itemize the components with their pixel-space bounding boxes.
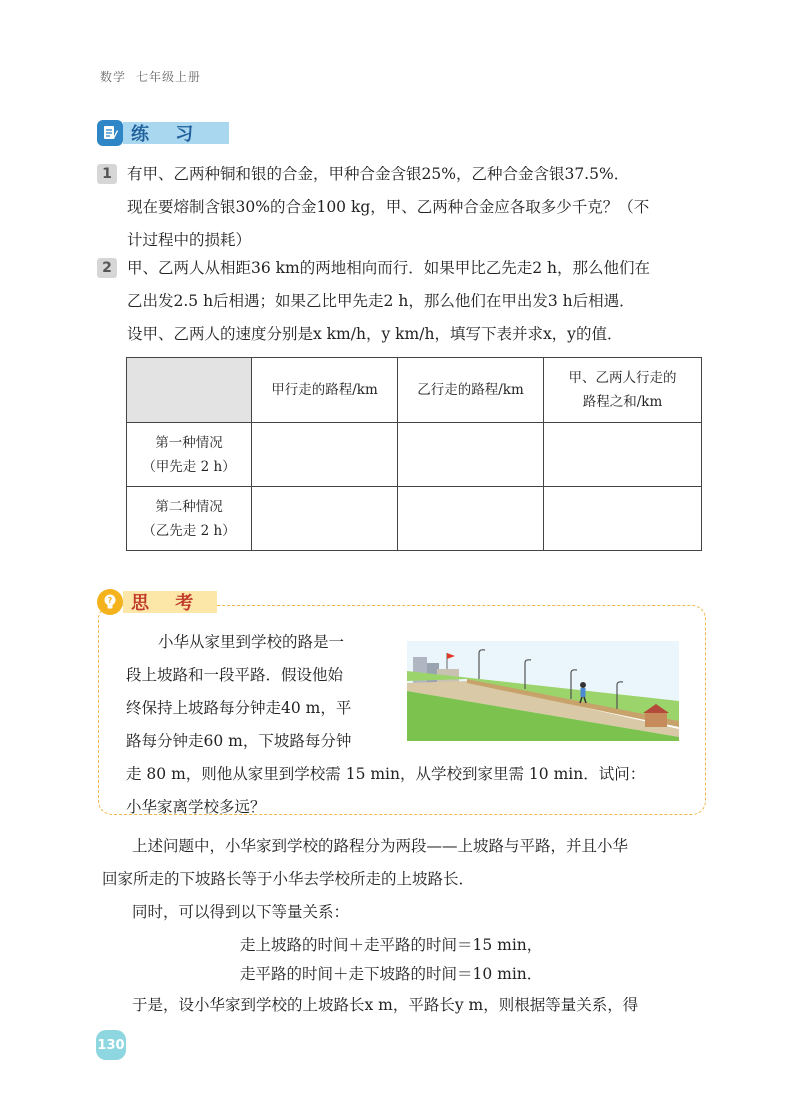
exercise-number-2: 2 <box>97 258 117 278</box>
table-row <box>127 487 702 551</box>
think-line-1: 小华从家里到学校的路是一 <box>158 633 345 651</box>
exercise-1-text <box>127 158 649 257</box>
row-label-1 <box>127 423 252 487</box>
exercise-title: 练 习 <box>123 122 229 144</box>
table-cell[interactable] <box>398 487 544 551</box>
hill-road-illustration <box>407 641 679 741</box>
row-label-line: 第二种情况 <box>155 498 223 515</box>
exercise-1-line: 有甲、乙两种铜和银的合金，甲种合金含银25%，乙种合金含银37.5%． <box>127 165 630 183</box>
think-line: 路每分钟走60 m，下坡路每分钟 <box>126 732 352 750</box>
think-heading <box>97 589 217 615</box>
table-cell[interactable] <box>252 423 398 487</box>
table-cell[interactable] <box>252 487 398 551</box>
page-number: 130 <box>96 1030 126 1060</box>
body-line-4: 于是，设小华家到学校的上坡路长x m，平路长y m，则根据等量关系，得 <box>132 996 639 1014</box>
row-label-line: （甲先走 2 h） <box>142 458 236 475</box>
table-header-sum-line: 甲、乙两人行走的 <box>568 370 677 386</box>
row-label-line: （乙先走 2 h） <box>142 522 236 539</box>
exercise-1-line: 现在要熔制含银30%的合金100 kg，甲、乙两种合金应各取多少千克？（不 <box>127 198 650 216</box>
exercise-heading <box>97 120 229 146</box>
exercise-1-line: 计过程中的损耗） <box>127 231 252 249</box>
equation-1: 走上坡路的时间＋走平路的时间＝15 min， <box>240 936 543 954</box>
body-line-1: 上述问题中，小华家到学校的路程分为两段——上坡路与平路，并且小华 <box>132 837 629 855</box>
header-volume: 七年级上册 <box>136 70 202 84</box>
table-header-sum-line: 路程之和/km <box>582 394 663 410</box>
speed-table <box>126 357 702 551</box>
row-label-line: 第一种情况 <box>155 434 223 451</box>
think-line: 段上坡路和一段平路．假设他始 <box>126 666 344 684</box>
body-line-3: 同时，可以得到以下等量关系： <box>132 903 350 921</box>
table-corner-cell <box>127 358 252 423</box>
exercise-2-line: 乙出发2.5 h后相遇；如果乙比甲先走2 h，那么他们在甲出发3 h后相遇． <box>127 292 635 310</box>
table-row <box>127 423 702 487</box>
row-label-2 <box>127 487 252 551</box>
table-cell[interactable] <box>544 423 702 487</box>
header-subject: 数学 <box>100 70 127 84</box>
exercise-number-1: 1 <box>97 164 117 184</box>
think-line: 走 80 m，则他从家里到学校需 15 min，从学校到家里需 10 min．试问： <box>126 765 646 783</box>
lightbulb-icon <box>97 589 123 615</box>
exercise-2-line: 设甲、乙两人的速度分别是x km/h，y km/h，填写下表并求x，y的值． <box>127 325 623 343</box>
body-line-2: 回家所走的下坡路长等于小华去学校所走的上坡路长． <box>102 870 475 888</box>
think-line: 终保持上坡路每分钟走40 m，平 <box>126 699 352 717</box>
equation-2: 走平路的时间＋走下坡路的时间＝10 min． <box>240 965 543 983</box>
table-header-jia: 甲行走的路程/km <box>252 358 398 423</box>
think-title: 思 考 <box>123 591 217 613</box>
exercise-2-line: 甲、乙两人从相距36 km的两地相向而行．如果甲比乙先走2 h，那么他们在 <box>127 259 651 277</box>
table-header-yi: 乙行走的路程/km <box>398 358 544 423</box>
table-header-sum <box>544 358 702 423</box>
running-header <box>100 68 201 85</box>
think-line: 小华家离学校多远？ <box>126 798 266 816</box>
table-cell[interactable] <box>398 423 544 487</box>
exercise-2-text <box>127 252 650 351</box>
svg-text:?: ? <box>107 596 113 605</box>
notepad-icon <box>97 120 123 146</box>
table-cell[interactable] <box>544 487 702 551</box>
